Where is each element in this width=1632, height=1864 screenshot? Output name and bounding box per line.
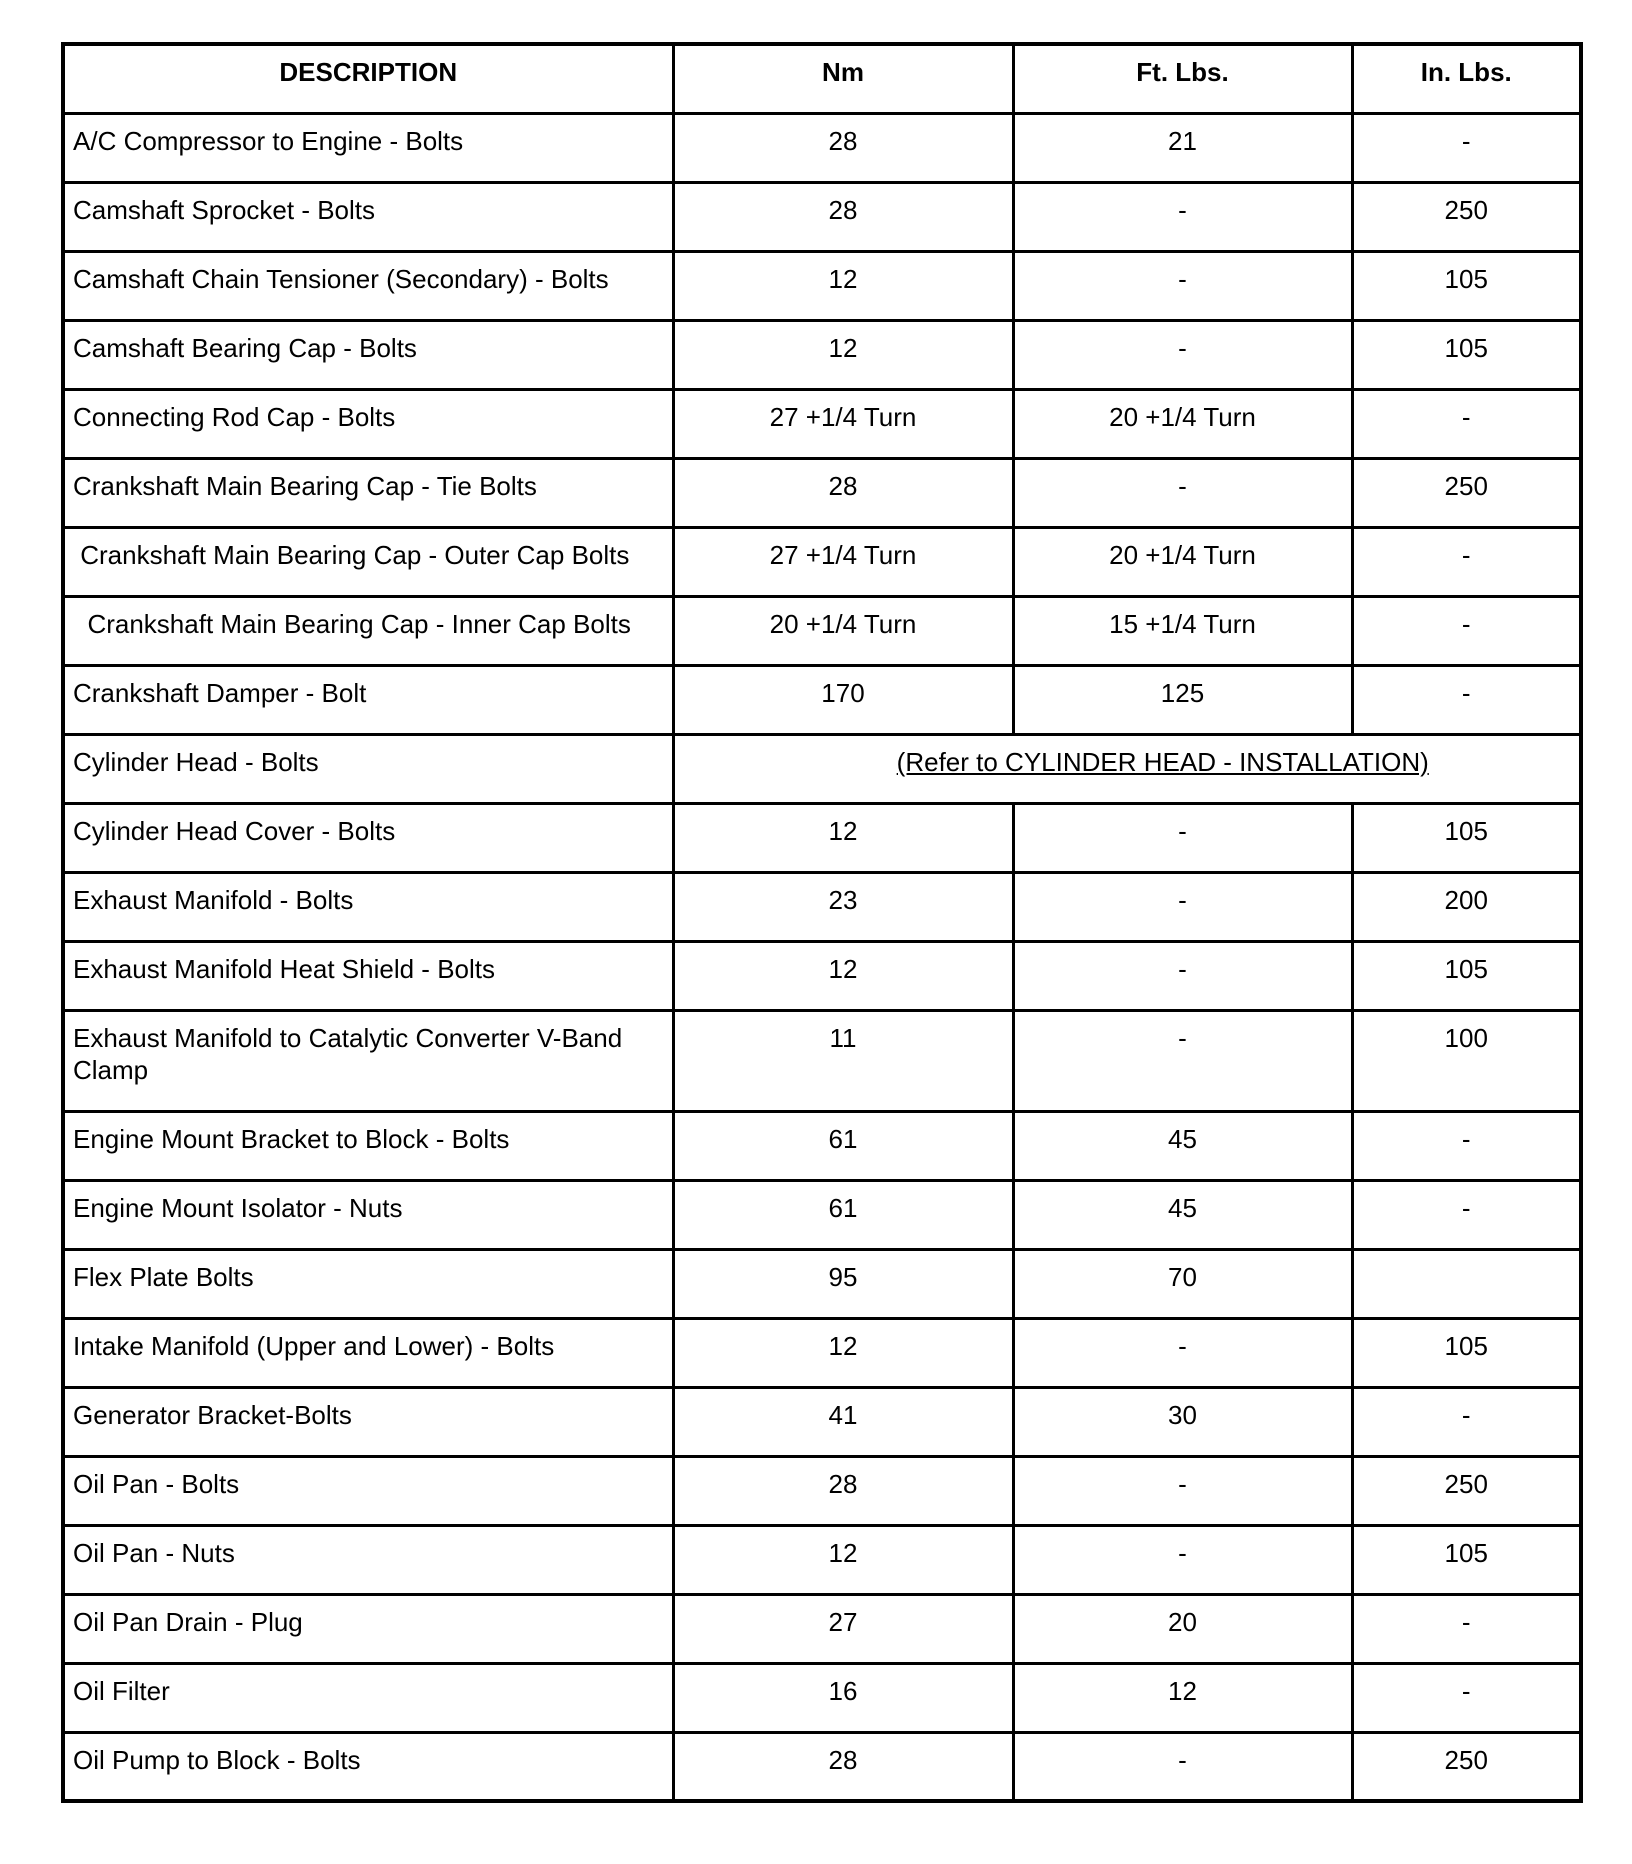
table-row [63, 1456, 1581, 1525]
cell-in-lbs: 105 [1352, 1525, 1581, 1594]
cell-nm: 12 [673, 941, 1013, 1010]
cell-description: Cylinder Head - Bolts [63, 734, 673, 803]
cell-in-lbs: - [1352, 1387, 1581, 1456]
cell-ft-lbs: 45 [1013, 1180, 1352, 1249]
cell-ft-lbs: 20 +1/4 Turn [1013, 389, 1352, 458]
cell-nm: 28 [673, 1456, 1013, 1525]
cell-reference-note [673, 734, 1581, 803]
header-in-lbs: In. Lbs. [1352, 44, 1581, 113]
table-row [63, 458, 1581, 527]
cell-in-lbs: 100 [1352, 1010, 1581, 1111]
cell-nm: 12 [673, 251, 1013, 320]
cell-ft-lbs: - [1013, 1525, 1352, 1594]
cell-description: Engine Mount Isolator - Nuts [63, 1180, 673, 1249]
cell-ft-lbs: 21 [1013, 113, 1352, 182]
cell-nm: 61 [673, 1180, 1013, 1249]
cell-description: Oil Pan Drain - Plug [63, 1594, 673, 1663]
cell-ft-lbs: 20 +1/4 Turn [1013, 527, 1352, 596]
cell-in-lbs: 105 [1352, 320, 1581, 389]
cell-ft-lbs: - [1013, 320, 1352, 389]
cell-in-lbs: - [1352, 596, 1581, 665]
cell-nm: 28 [673, 1732, 1013, 1801]
cell-description: Oil Filter [63, 1663, 673, 1732]
cell-in-lbs: 250 [1352, 182, 1581, 251]
table-row [63, 734, 1581, 803]
table-row [63, 113, 1581, 182]
cell-nm: 12 [673, 1318, 1013, 1387]
cell-description: Crankshaft Main Bearing Cap - Inner Cap Bolts [63, 596, 673, 665]
cell-in-lbs [1352, 1249, 1581, 1318]
cell-nm: 12 [673, 803, 1013, 872]
table-row [63, 1180, 1581, 1249]
cell-nm: 12 [673, 320, 1013, 389]
cell-ft-lbs: 15 +1/4 Turn [1013, 596, 1352, 665]
table-row [63, 596, 1581, 665]
cell-ft-lbs: 12 [1013, 1663, 1352, 1732]
cell-in-lbs: 105 [1352, 1318, 1581, 1387]
cell-description: Engine Mount Bracket to Block - Bolts [63, 1111, 673, 1180]
cell-nm: 61 [673, 1111, 1013, 1180]
table-row [63, 527, 1581, 596]
cell-ft-lbs: - [1013, 1732, 1352, 1801]
cell-ft-lbs: - [1013, 1318, 1352, 1387]
cylinder-head-installation-link[interactable]: (Refer to CYLINDER HEAD - INSTALLATION) [896, 746, 1429, 777]
cell-nm: 95 [673, 1249, 1013, 1318]
cell-in-lbs: - [1352, 665, 1581, 734]
cell-ft-lbs: - [1013, 941, 1352, 1010]
cell-nm: 16 [673, 1663, 1013, 1732]
cell-nm: 27 +1/4 Turn [673, 389, 1013, 458]
cell-nm: 41 [673, 1387, 1013, 1456]
table-row [63, 251, 1581, 320]
cell-in-lbs: 250 [1352, 458, 1581, 527]
header-row [63, 44, 1581, 113]
table-row [63, 1525, 1581, 1594]
cell-description: Flex Plate Bolts [63, 1249, 673, 1318]
cell-ft-lbs: 30 [1013, 1387, 1352, 1456]
cell-description: Cylinder Head Cover - Bolts [63, 803, 673, 872]
cell-ft-lbs: - [1013, 251, 1352, 320]
cell-description: Exhaust Manifold to Catalytic Converter V-Band Clamp [63, 1010, 673, 1111]
cell-ft-lbs: - [1013, 182, 1352, 251]
table-row [63, 1111, 1581, 1180]
cell-description: Oil Pan - Nuts [63, 1525, 673, 1594]
cell-nm: 27 [673, 1594, 1013, 1663]
table-row [63, 182, 1581, 251]
cell-ft-lbs: - [1013, 458, 1352, 527]
cell-description: A/C Compressor to Engine - Bolts [63, 113, 673, 182]
cell-nm: 23 [673, 872, 1013, 941]
table-row [63, 803, 1581, 872]
cell-description: Camshaft Chain Tensioner (Secondary) - Bolts [63, 251, 673, 320]
cell-in-lbs: 250 [1352, 1456, 1581, 1525]
cell-description: Camshaft Sprocket - Bolts [63, 182, 673, 251]
cell-in-lbs: - [1352, 113, 1581, 182]
cell-ft-lbs: 20 [1013, 1594, 1352, 1663]
cell-description: Oil Pump to Block - Bolts [63, 1732, 673, 1801]
cell-ft-lbs: 125 [1013, 665, 1352, 734]
cell-nm: 27 +1/4 Turn [673, 527, 1013, 596]
header-description: DESCRIPTION [63, 44, 673, 113]
cell-description: Crankshaft Damper - Bolt [63, 665, 673, 734]
cell-nm: 20 +1/4 Turn [673, 596, 1013, 665]
cell-description: Connecting Rod Cap - Bolts [63, 389, 673, 458]
cell-description: Oil Pan - Bolts [63, 1456, 673, 1525]
cell-description: Exhaust Manifold - Bolts [63, 872, 673, 941]
cell-ft-lbs: 45 [1013, 1111, 1352, 1180]
table-row [63, 389, 1581, 458]
cell-nm: 11 [673, 1010, 1013, 1111]
table-row [63, 1010, 1581, 1111]
cell-in-lbs: - [1352, 1180, 1581, 1249]
cell-nm: 28 [673, 458, 1013, 527]
cell-nm: 170 [673, 665, 1013, 734]
cell-in-lbs: 250 [1352, 1732, 1581, 1801]
cell-in-lbs: - [1352, 1111, 1581, 1180]
cell-description: Crankshaft Main Bearing Cap - Outer Cap Bolts [63, 527, 673, 596]
cell-in-lbs: - [1352, 389, 1581, 458]
table-row [63, 1249, 1581, 1318]
cell-in-lbs: 200 [1352, 872, 1581, 941]
header-nm: Nm [673, 44, 1013, 113]
table-row [63, 320, 1581, 389]
cell-description: Intake Manifold (Upper and Lower) - Bolts [63, 1318, 673, 1387]
cell-description: Crankshaft Main Bearing Cap - Tie Bolts [63, 458, 673, 527]
cell-ft-lbs: - [1013, 872, 1352, 941]
cell-in-lbs: 105 [1352, 803, 1581, 872]
cell-in-lbs: - [1352, 1594, 1581, 1663]
table-row [63, 665, 1581, 734]
cell-description: Generator Bracket-Bolts [63, 1387, 673, 1456]
torque-spec-table [61, 42, 1583, 1803]
table-body [63, 113, 1581, 1801]
cell-nm: 28 [673, 113, 1013, 182]
table-row [63, 1732, 1581, 1801]
cell-nm: 12 [673, 1525, 1013, 1594]
table-row [63, 941, 1581, 1010]
cell-in-lbs: - [1352, 527, 1581, 596]
header-ft-lbs: Ft. Lbs. [1013, 44, 1352, 113]
table-row [63, 1594, 1581, 1663]
cell-nm: 28 [673, 182, 1013, 251]
table-row [63, 1318, 1581, 1387]
cell-in-lbs: 105 [1352, 251, 1581, 320]
table-row [63, 872, 1581, 941]
cell-description: Exhaust Manifold Heat Shield - Bolts [63, 941, 673, 1010]
cell-ft-lbs: - [1013, 1010, 1352, 1111]
cell-description: Camshaft Bearing Cap - Bolts [63, 320, 673, 389]
cell-ft-lbs: 70 [1013, 1249, 1352, 1318]
table-row [63, 1663, 1581, 1732]
table-row [63, 1387, 1581, 1456]
cell-in-lbs: - [1352, 1663, 1581, 1732]
cell-ft-lbs: - [1013, 803, 1352, 872]
cell-in-lbs: 105 [1352, 941, 1581, 1010]
cell-ft-lbs: - [1013, 1456, 1352, 1525]
